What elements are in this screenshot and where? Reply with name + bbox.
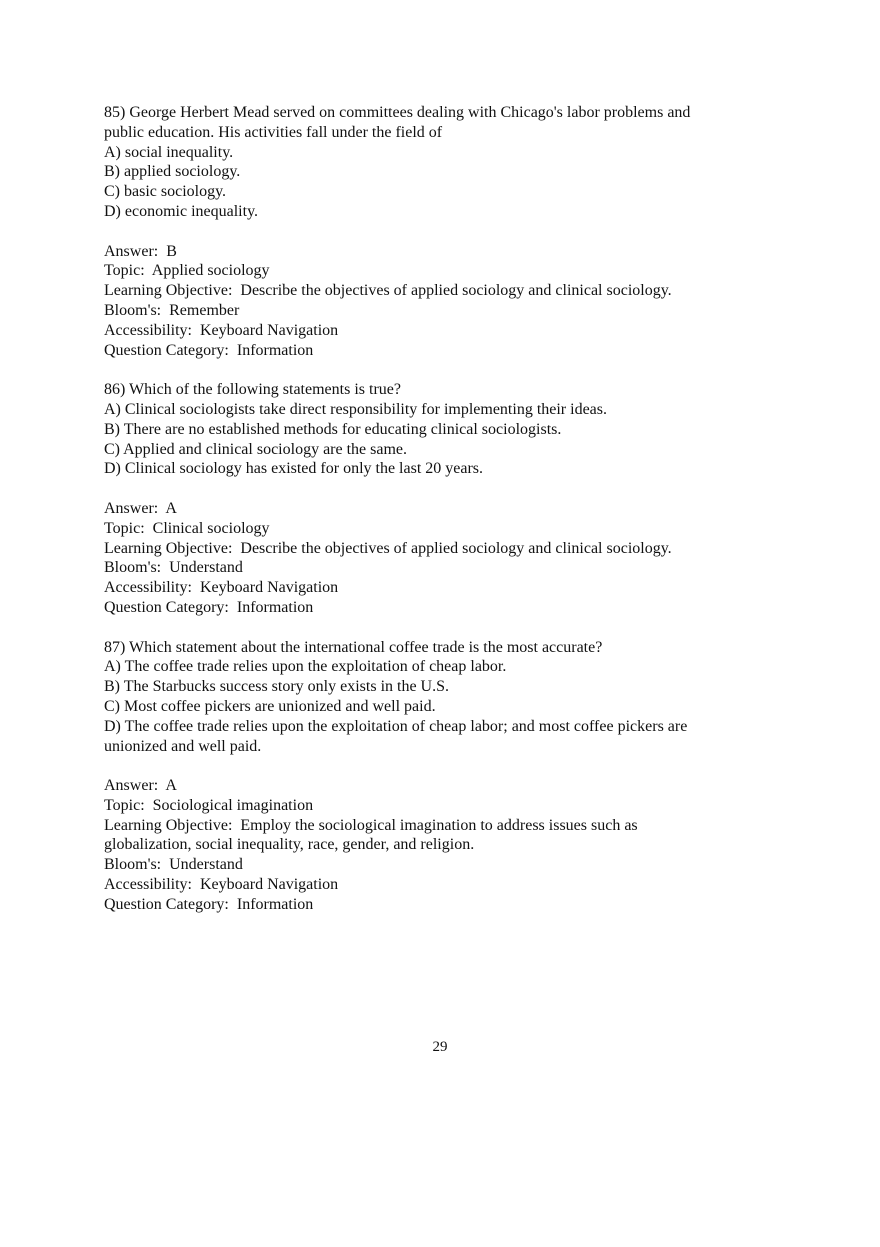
question-category: Question Category: Information <box>104 895 314 913</box>
answer-option: C) Most coffee pickers are unionized and well paid. <box>104 697 436 715</box>
question-stem-line: public education. His activities fall under the field of <box>104 123 443 141</box>
question-category: Question Category: Information <box>104 598 314 616</box>
document-page <box>104 103 784 915</box>
topic: Topic: Applied sociology <box>104 262 270 280</box>
learning-objective: Learning Objective: Employ the sociological imagination to address issues such as <box>104 816 638 834</box>
answer-option: B) There are no established methods for educating clinical sociologists. <box>104 420 562 438</box>
answer-option: A) social inequality. <box>104 143 234 161</box>
answer-key: Answer: B <box>104 242 177 260</box>
question-stem-line: 86) Which of the following statements is true? <box>104 381 401 399</box>
accessibility: Accessibility: Keyboard Navigation <box>104 876 339 894</box>
accessibility: Accessibility: Keyboard Navigation <box>104 321 339 339</box>
spacer <box>104 222 784 242</box>
answer-option-continuation: unionized and well paid. <box>104 737 262 755</box>
spacer <box>104 360 784 380</box>
question-block <box>104 638 784 915</box>
blooms-level: Bloom's: Understand <box>104 856 243 874</box>
answer-option: A) The coffee trade relies upon the exploitation of cheap labor. <box>104 658 507 676</box>
answer-option: B) applied sociology. <box>104 163 241 181</box>
answer-option: D) The coffee trade relies upon the exploitation of cheap labor; and most coffee pickers are <box>104 717 688 735</box>
topic: Topic: Sociological imagination <box>104 796 314 814</box>
learning-objective: Learning Objective: Describe the objectives of applied sociology and clinical sociology. <box>104 282 672 300</box>
answer-option: D) economic inequality. <box>104 202 259 220</box>
spacer <box>104 618 784 638</box>
question-block <box>104 103 784 360</box>
spacer <box>104 479 784 499</box>
page-number: 29 <box>432 1039 448 1055</box>
question-block <box>104 380 784 618</box>
learning-objective-continuation: globalization, social inequality, race, gender, and religion. <box>104 836 475 854</box>
blooms-level: Bloom's: Remember <box>104 301 240 319</box>
question-stem-line: 87) Which statement about the international coffee trade is the most accurate? <box>104 638 603 656</box>
accessibility: Accessibility: Keyboard Navigation <box>104 579 339 597</box>
question-stem-line: 85) George Herbert Mead served on committees dealing with Chicago's labor problems and <box>104 104 691 121</box>
blooms-level: Bloom's: Understand <box>104 559 243 577</box>
answer-key: Answer: A <box>104 777 177 795</box>
answer-key: Answer: A <box>104 499 177 517</box>
spacer <box>104 756 784 776</box>
learning-objective: Learning Objective: Describe the objectives of applied sociology and clinical sociology. <box>104 539 672 557</box>
answer-option: C) basic sociology. <box>104 183 227 201</box>
answer-option: C) Applied and clinical sociology are the same. <box>104 440 408 458</box>
question-category: Question Category: Information <box>104 341 314 359</box>
topic: Topic: Clinical sociology <box>104 519 270 537</box>
answer-option: D) Clinical sociology has existed for only the last 20 years. <box>104 460 484 478</box>
answer-option: B) The Starbucks success story only exists in the U.S. <box>104 678 450 696</box>
answer-option: A) Clinical sociologists take direct responsibility for implementing their ideas. <box>104 400 608 418</box>
